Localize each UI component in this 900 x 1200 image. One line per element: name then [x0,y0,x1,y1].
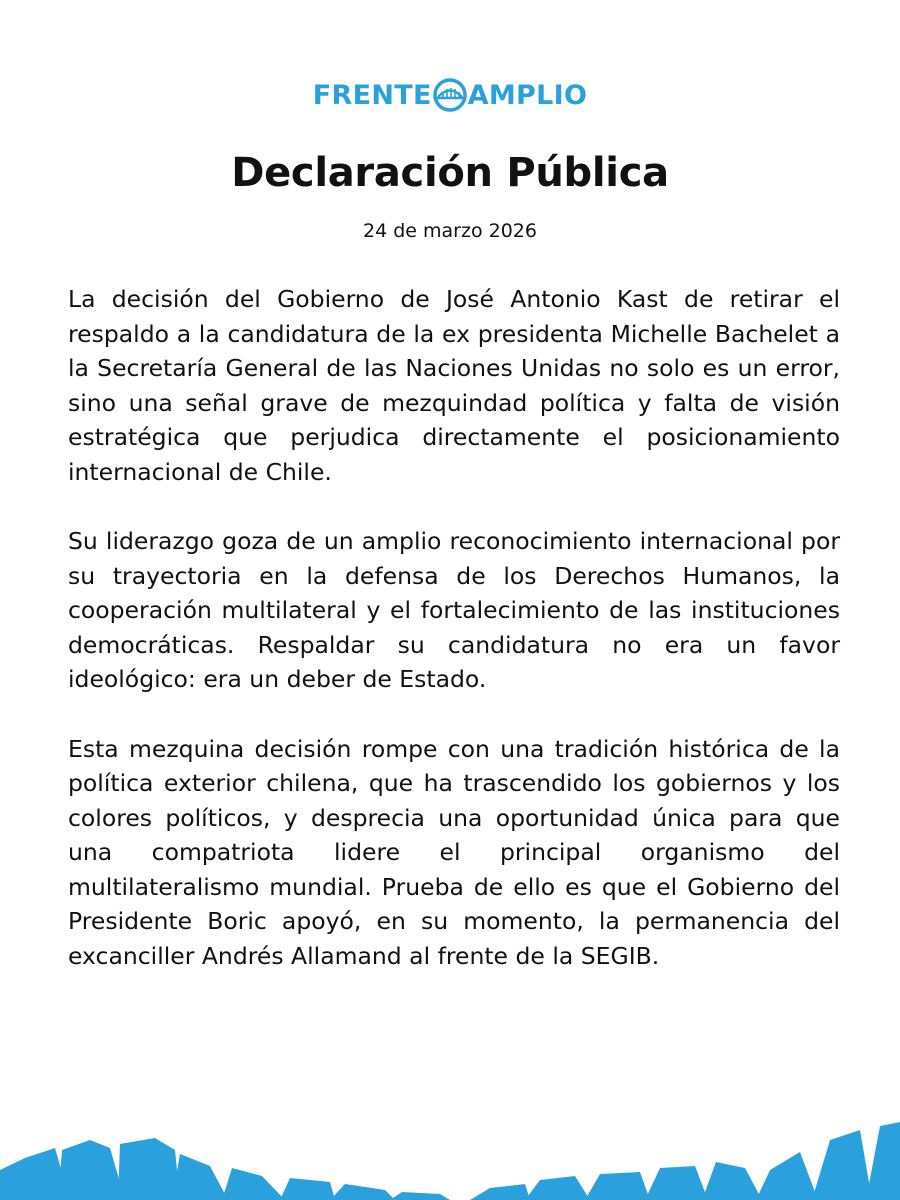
paragraph: La decisión del Gobierno de José Antonio Kast de retirar el respaldo a la candidatura de la ex presidenta Michelle Bachelet a la Secretaría General de las Naciones Unidas no solo es un error, sino una señal grave de mezquindad política y falta de visión estratégica que perjudica directamente el posicionamiento internacional de Chile. [68,285,840,486]
document-body [68,282,840,1008]
page-title: Declaración Pública [231,150,669,196]
document-date: 24 de marzo 2026 [363,220,537,242]
footer-mountain-decoration [0,1110,900,1200]
frente-amplio-logo [0,78,900,112]
paragraph: Esta mezquina decisión rompe con una tradición histórica de la política exterior chilena, que ha trascendido los gobiernos y los colores políticos, y desprecia una oportunidad única para que una compatriota lidere el principal organismo del multilateralismo mundial. Prueba de ello es que el Gobierno del Presidente Boric apoyó, en su momento, la permanencia del excanciller Andrés Allamand al frente de la SEGIB. [68,734,840,970]
logo-text-left: FRENTE [312,79,432,111]
bridge-circle-icon [433,78,467,112]
paragraph: Su liderazgo goza de un amplio reconocimiento internacional por su trayectoria en la defensa de los Derechos Humanos, la cooperación multilateral y el fortalecimiento de las instituciones democráticas. Respaldar su candidatura no era un favor ideológico: era un deber de Estado. [68,527,840,693]
logo-text-right: AMPLIO [467,79,588,111]
